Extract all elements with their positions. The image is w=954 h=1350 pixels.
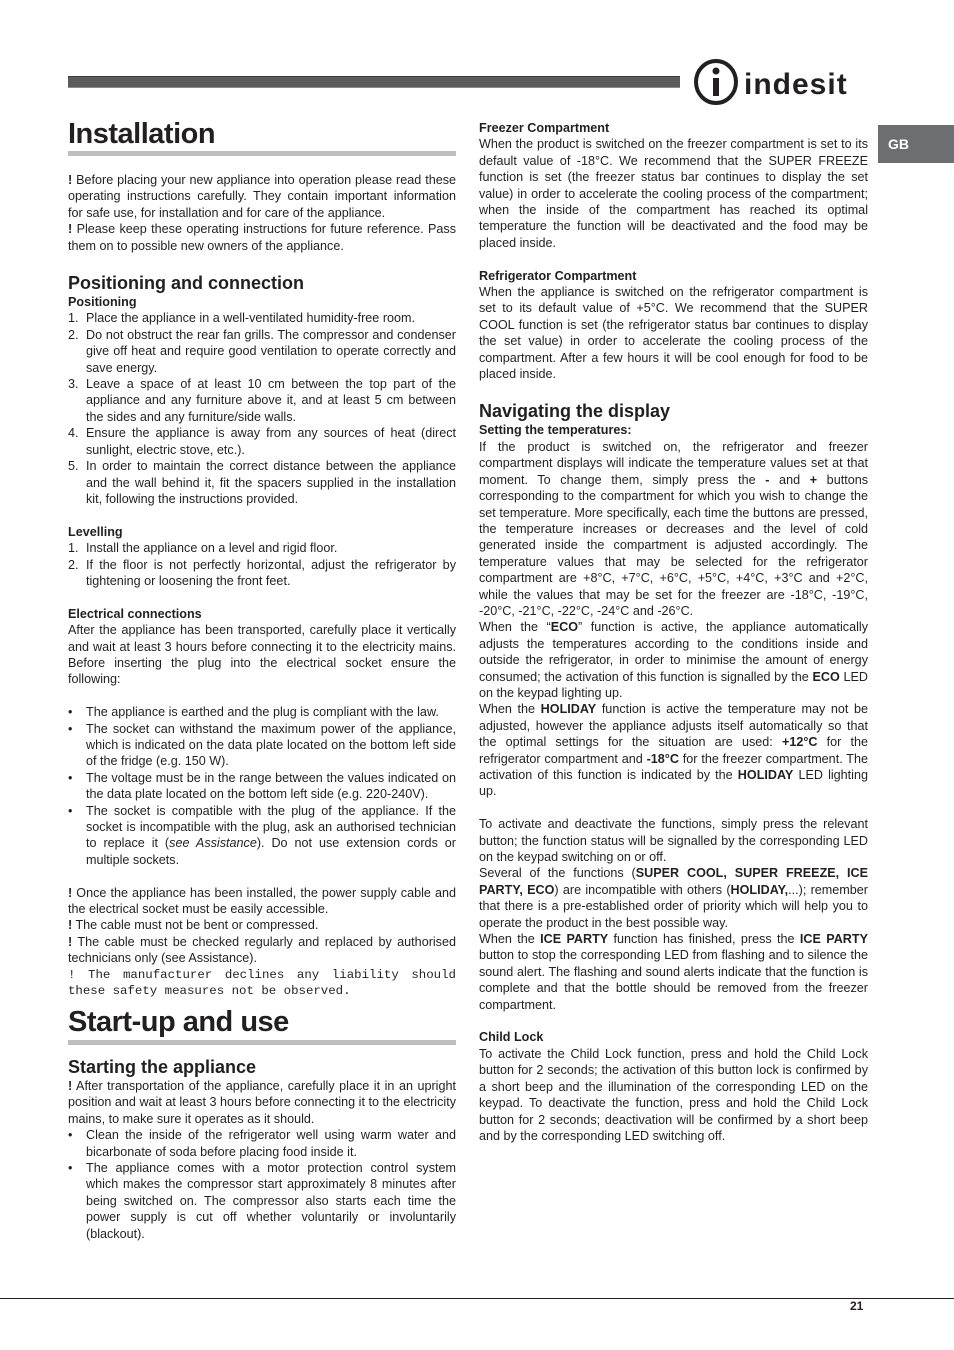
intro-paragraph-1: ! Before placing your new appliance into operation please read these operating instructions carefully. They contain important information for safe use, for installation and for care of the appliance. [68, 173, 456, 220]
holiday-text: When the HOLIDAY function is active the temperature may not be adjusted, however the appliance adjusts itself automatically so that the optimal settings for the situation are used: +12°C for the refrigerator compartment and -18°C for the freezer compartment. The activation of this function is indicated by the HOLIDAY LED lighting up. [479, 702, 869, 799]
list-item: 2. Do not obstruct the rear fan grills. The compressor and condenser give off heat and require good ventilation to operate correctly and save energy. [68, 327, 456, 375]
indesit-logo [694, 58, 869, 106]
list-item: • The appliance comes with a motor protection control system which makes the compressor start approximately 8 minutes after being switched on. The compressor also starts each time the power supply is cut off whether voluntarily or involuntarily (blackout). [68, 1161, 456, 1241]
svg-text:indesit: indesit [744, 68, 848, 101]
liability-notice: ! The manufacturer declines any liability should these safety measures not be observed. [68, 967, 456, 999]
startup-title: Start-up and use [68, 1006, 289, 1038]
startup-column [68, 1056, 456, 1242]
list-item: • The appliance is earthed and the plug is compliant with the law. [68, 705, 439, 720]
starting-list [68, 1127, 456, 1242]
list-item: 2. If the floor is not perfectly horizontal, adjust the refrigerator by tightening or loosening the front feet. [68, 557, 456, 588]
ice-party-text: When the ICE PARTY function has finished, press the ICE PARTY button to stop the corresponding LED from flashing and to silence the sound alert. The flashing and sound alerts indicate that the function is complete and that the bottle should be removed from the freezer compartment. [479, 932, 868, 1012]
page-number: 21 [850, 1299, 864, 1313]
warning-paragraph: ! Once the appliance has been installed, the power supply cable and the electrical socket must be easily accessible. [68, 885, 456, 916]
child-lock-subheading: Child Lock [479, 1030, 544, 1045]
starting-heading: Starting the appliance [68, 1057, 257, 1077]
electrical-subheading: Electrical connections [68, 606, 202, 621]
fridge-subheading: Refrigerator Compartment [479, 268, 637, 283]
footer-rule [0, 1298, 954, 1299]
electrical-intro: After the appliance has been transported, carefully place it vertically and wait at least 3 hours before connecting it to the electricity mains. Before inserting the plug into the electrical socket ensure the following: [68, 623, 456, 687]
list-item: 3. Leave a space of at least 10 cm between the top part of the appliance and any furniture above it, and at least 5 cm between the sides and any furniture/side walls. [68, 377, 456, 424]
fridge-text: When the appliance is switched on the refrigerator compartment is set to its default value of +5°C. We recommend that the SUPER COOL function is set (the refrigerator status bar continues to display the set value) in order to accelerate the cooling process of the compartment. After a few hours it will be cool enough for food to be placed inside. [479, 285, 868, 382]
installation-title: Installation [68, 118, 216, 150]
starting-intro: ! After transportation of the appliance, carefully place it in an upright position and wait at least 3 hours before connecting it to the electricity mains, to make sure it operates as it should. [68, 1079, 456, 1126]
list-item: • The voltage must be in the range between the values indicated on the data plate located on the bottom left side (e.g. 220-240V). [68, 770, 456, 802]
levelling-subheading: Levelling [68, 524, 123, 539]
levelling-list [68, 540, 456, 589]
list-item: 1. Place the appliance in a well-ventilated humidity-free room. [68, 311, 416, 326]
setting-subheading: Setting the temperatures: [479, 423, 632, 438]
installation-column [68, 172, 456, 999]
eco-text: When the “ECO” function is active, the appliance automatically adjusts the temperatures according to the conditions inside and outside the refrigerator, in order to minimise the amount of energy consumed; the activation of this function is signalled by the ECO LED on the keypad lighting up. [479, 620, 868, 700]
incompatible-text: Several of the functions (SUPER COOL, SUPER FREEZE, ICE PARTY, ECO) are incompatible with others (HOLIDAY,...); remember that there is a pre-established order of priority which will help you to operate the product in the best possible way. [479, 866, 869, 930]
intro-paragraph-2: ! Please keep these operating instructions for future reference. Pass them on to possible new owners of the appliance. [68, 222, 456, 253]
navigating-heading: Navigating the display [479, 401, 671, 422]
setting-text: If the product is switched on, the refrigerator and freezer compartment displays will indicate the temperature values set at that moment. To change them, simply press the - and + buttons corresponding to the compartment for which you wish to change the set temperature. More specifically, each time the buttons are pressed, the temperature increases or decreases and the level of cold generated inside the compartment is adjusted accordingly. The temperature values that may be selected for the refrigerator compartment are +8°C, +7°C, +6°C, +5°C, +4°C, +3°C and +2°C, while the values that may be set for the freezer are -18°C, -19°C, -20°C, -21°C, -22°C, -24°C and -26°C. [479, 439, 868, 618]
list-item: 4. Ensure the appliance is away from any sources of heat (direct sunlight, electric stove, etc.). [68, 426, 456, 457]
list-item: • The socket is compatible with the plug of the appliance. If the socket is incompatible with the plug, ask an authorised technician to replace it (see Assistance). Do not use extension cords or multiple sockets. [68, 803, 457, 867]
warning-paragraph: ! The cable must not be bent or compressed. [68, 918, 319, 933]
list-item: • The socket can withstand the maximum power of the appliance, which is indicated on the data plate located on the bottom left side of the fridge (e.g. 150 W). [68, 721, 456, 769]
list-item: 1. Install the appliance on a level and rigid floor. [68, 541, 338, 556]
warning-paragraph: ! The cable must be checked regularly and replaced by authorised technicians only (see Assistance). [68, 934, 456, 966]
positioning-list [68, 310, 456, 507]
display-column [479, 120, 868, 1144]
activate-text: To activate and deactivate the functions, simply press the relevant button; the function status will be signalled by the corresponding LED on the keypad switching on or off. [479, 817, 868, 865]
startup-title-rule [68, 1040, 456, 1045]
list-item: • Clean the inside of the refrigerator well using warm water and bicarbonate of soda before placing food inside it. [68, 1128, 456, 1159]
installation-title-rule [68, 151, 456, 156]
freezer-text: When the product is switched on the freezer compartment is set to its default value of -18°C. We recommend that the SUPER FREEZE function is set (the freezer status bar continues to display the set value) in order to accelerate the cooling process of the compartment; when the inside of the compartment has reached its optimal temperature the function will be deactivated and the food may be placed inside. [479, 137, 868, 250]
positioning-heading: Positioning and connection [68, 273, 304, 294]
positioning-subheading: Positioning [68, 295, 137, 310]
child-lock-text: To activate the Child Lock function, press and hold the Child Lock button for 2 seconds; the activation of this button lock is confirmed by a short beep and the illumination of the corresponding LED on the keypad. To deactivate the function, press and hold the Child Lock button for 2 seconds; deactivation will be confirmed by a short beep and by the corresponding LED switching off. [479, 1046, 868, 1143]
electrical-list [68, 704, 456, 868]
header-bar [68, 76, 680, 88]
list-item: 5. In order to maintain the correct distance between the appliance and the wall behind it, fit the spacers supplied in the installation kit, following the instructions provided. [68, 459, 456, 506]
freezer-subheading: Freezer Compartment [479, 121, 610, 135]
language-tab: GB [878, 125, 954, 163]
